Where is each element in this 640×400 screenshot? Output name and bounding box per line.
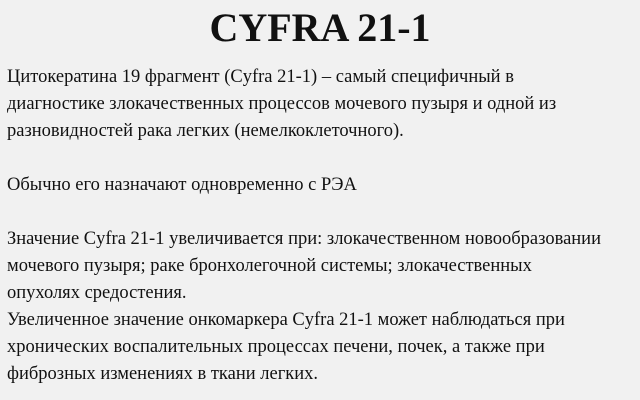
document-title: CYFRA 21-1: [209, 5, 431, 50]
paragraph-prescription: Обычно его назначают одновременно с РЭА: [7, 175, 357, 195]
document-body: [7, 64, 637, 388]
paragraph-other-conditions: Увеличенное значение онкомаркера Cyfra 21-1 может наблюдаться при хронических воспалительных процессах печени, почек, а также при фиброзных изменениях в ткани легких.: [7, 310, 565, 384]
paragraph-definition: Цитокератина 19 фрагмент (Cyfra 21-1) – самый специфичный в диагностике злокачественных процессов мочевого пузыря и одной из разновидностей рака легких (немелкоклеточного).: [7, 67, 557, 141]
paragraph-gap: [7, 145, 637, 172]
paragraph-gap: [7, 199, 637, 226]
paragraph-increase-conditions: Значение Cyfra 21-1 увеличивается при: злокачественном новообразовании мочевого пузыря; раке бронхолегочной системы; злокачественных опухолях средостения.: [7, 229, 601, 303]
